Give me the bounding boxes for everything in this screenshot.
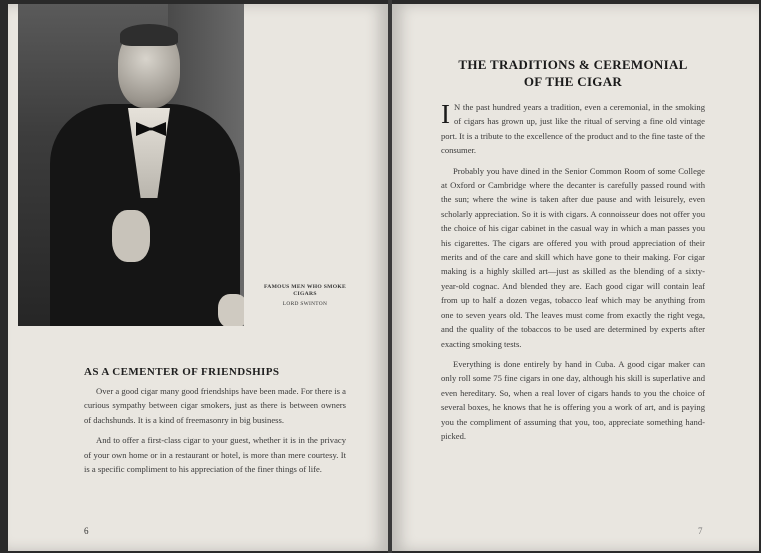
page-number-right: 7 xyxy=(698,526,703,536)
photo-caption xyxy=(262,284,348,307)
photo-figure-hair xyxy=(120,24,178,46)
photo-figure-hand xyxy=(218,294,244,326)
right-paragraph: Probably you have dined in the Senior Common Room of some College at Oxford or Cambridge where the decanter is carefully passed round with the sun; where the wine is taken after due pause and with leisurely, even scholarly appreciation. So it is with cigars. A connoisseur does not offer you the choice of his cigar cabinet in the casual way in which a man passes you his cigarettes. The cigars are offered you with proud appreciation of their merits and of the care and skill which have gone to their making. For cigar making is a highly skilled art—just as skilled as the blending of a sixty-year-old cognac. And blended they are. Each good cigar will contain leaf from up to half a dozen vegas, tobacco leaf which may be anything from one to seven years old. The leaves must come from exactly the right vega, and the quality of the tobaccos to be used are determined by experts after exacting smoking tests. xyxy=(441,165,705,349)
right-paragraph-text: N the past hundred years a tradition, even a ceremonial, in the smoking of cigars has grown up, just like the ritual of serving a fine old vintage port. It is a tribute to the excellence of the product and to the fine taste of the consumer. xyxy=(441,102,705,156)
right-paragraph: Everything is done entirely by hand in Cuba. A good cigar maker can only roll some 75 fine cigars in one day, although his skill is superlative and even hereditary. So, when a real lover of cigars hands to you the choice of several boxes, he knows that he is offering you a work of art, and is paying you the compliment of assuming that you, too, appreciate something hand-picked. xyxy=(441,358,705,441)
drop-cap: I xyxy=(441,99,450,129)
photo-caption-name: LORD SWINTON xyxy=(282,301,328,307)
portrait-photo xyxy=(18,4,244,326)
photo-caption-title: FAMOUS MEN WHO SMOKE CIGARS xyxy=(263,284,347,297)
photo-figure-hand-with-cigar xyxy=(112,210,150,262)
right-title-line-1: THE TRADITIONS & CEREMONIAL xyxy=(458,57,688,72)
left-body-text xyxy=(84,384,346,482)
right-paragraph-first xyxy=(441,100,705,158)
left-section-heading: AS A CEMENTER OF FRIENDSHIPS xyxy=(84,366,280,378)
right-body-text xyxy=(441,100,705,449)
left-paragraph: And to offer a first-class cigar to your guest, whether it is in the privacy of your own home or in a restaurant or hotel, is more than mere courtesy. It is a specific compliment to his appreciation of the finer things of life. xyxy=(84,435,346,475)
right-page-title xyxy=(440,56,706,90)
page-number-left: 6 xyxy=(84,526,89,536)
right-title-line-2: OF THE CIGAR xyxy=(523,74,623,89)
book-gutter xyxy=(388,0,392,553)
left-paragraph: Over a good cigar many good friendships have been made. For there is a curious sympathy between cigar smokers, just as there is between owners of dachshunds. It is a kind of freemasonry in big business. xyxy=(84,386,346,425)
